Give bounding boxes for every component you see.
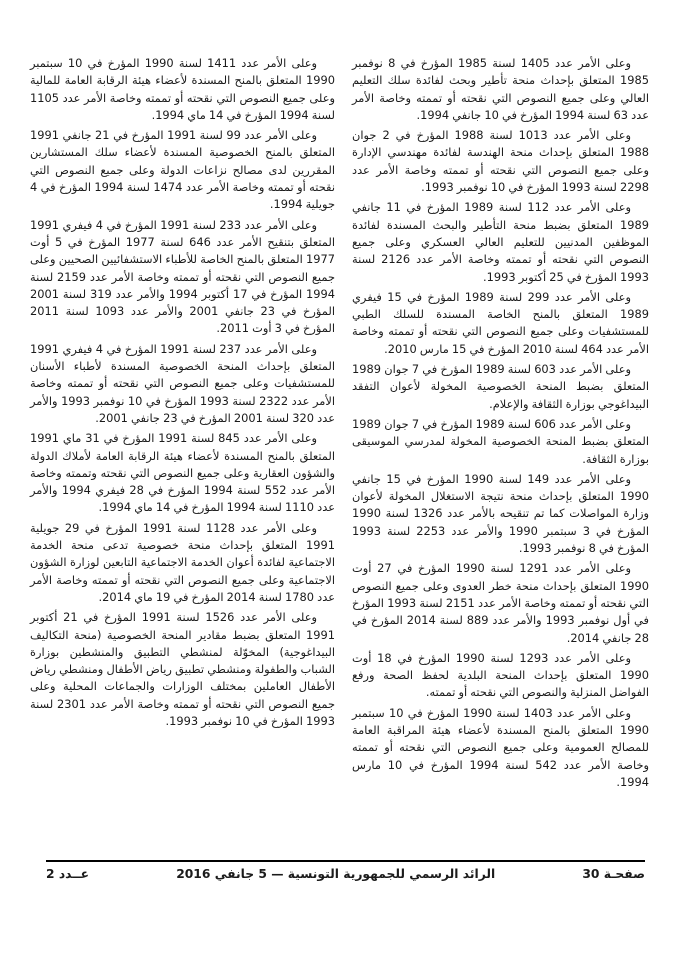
decree-paragraph: وعلى الأمر عدد 606 لسنة 1989 المؤرخ في 7 جوان 1989 المتعلق بضبط المنحة الخصوصية المخولة لمدرسي الموسيقى بوزارة الثقافة. [352, 416, 649, 466]
decree-paragraph: وعلى الأمر عدد 112 لسنة 1989 المؤرخ في 11 جانفي 1989 المتعلق بضبط منحة التأطير والبحث المسندة لفائدة الموظفين المدنيين للتعليم العالي العسكري وعلى جميع النصوص التي نقحته أو تممته وخاصة الأمر عدد 2126 لسنة 1993 المؤرخ في 25 أكتوبر 1993. [352, 200, 649, 284]
issue-number: عــدد 2 [46, 867, 90, 881]
decree-paragraph: وعلى الأمر عدد 1128 لسنة 1991 المؤرخ في 29 جويلية 1991 المتعلق بإحداث منحة خصوصية تدعى منحة الخدمة الاجتماعية لفائدة أعوان الخدمة الاجتماعية التابعين لوزارة الشؤون الاجتماعية وعلى جميع النصوص التي نقحته أو تممته وخاصة الأمر عدد 1780 لسنة 2014 المؤرخ في 19 ماي 2014. [30, 520, 335, 604]
decree-paragraph: وعلى الأمر عدد 233 لسنة 1991 المؤرخ في 4 فيفري 1991 المتعلق بتنقيح الأمر عدد 646 لسنة 1977 المؤرخ في 5 أوت 1977 المتعلق بالمنح الخاصة للأطباء الاستشفائيين الصحيين وعلى جميع النصوص التي نقحته أو تممته وخاصة الأمر عدد 2159 لسنة 1994 المؤرخ في 17 أكتوبر 1994 والأمر عدد 319 لسنة 2001 المؤرخ في 23 جانفي 2001 والأمر عدد 1093 لسنة 2011 المؤرخ في 3 أوت 2011. [30, 217, 336, 336]
decree-paragraph: وعلى الأمر عدد 1411 لسنة 1990 المؤرخ في 10 سبتمبر 1990 المتعلق بالمنح المسندة لأعضاء هيئة الرقابة العامة للمالية وعلى جميع النصوص التي نقحته أو تممته وخاصة الأمر عدد 1105 لسنة 1994 المؤرخ في 14 ماي 1994. [30, 56, 335, 122]
decree-paragraph: وعلى الأمر عدد 1405 لسنة 1985 المؤرخ في 8 نوفمبر 1985 المتعلق بإحداث منحة تأطير وبحث لفائدة سلك التعليم العالي وعلى جميع النصوص التي نقحته أو تممته وخاصة الأمر عدد 63 لسنة 1994 المؤرخ في 10 جانفي 1994. [352, 56, 649, 122]
column-left [30, 55, 335, 733]
decree-paragraph: وعلى الأمر عدد 603 لسنة 1989 المؤرخ في 7 جوان 1989 المتعلق بضبط المنحة الخصوصية المخولة لأعوان التفقد البيداغوجي بوزارة الثقافة والإعلام. [352, 362, 649, 411]
decree-paragraph: وعلى الأمر عدد 1013 لسنة 1988 المؤرخ في 2 جوان 1988 المتعلق بإحداث منحة الهندسة لفائدة مهندسي الإدارة وعلى جميع النصوص التي نقحته أو تممته وخاصة الأمر عدد 2298 لسنة 1993 المؤرخ في 10 نوفمبر 1993. [352, 128, 649, 195]
decree-paragraph: وعلى الأمر عدد 99 لسنة 1991 المؤرخ في 21 جانفي 1991 المتعلق بالمنح الخصوصية المسندة لأعضاء سلك المستشارين المقررين لدى مصالح نزاعات الدولة وعلى جميع النصوص التي نقحته أو تممته وخاصة الأمر عدد 1474 لسنة 1994 المؤرخ في 4 جويلية 1994. [30, 128, 335, 212]
decree-paragraph: وعلى الأمر عدد 299 لسنة 1989 المؤرخ في 15 فيفري 1989 المتعلق بالمنح الخاصة المسندة للسلك الطبي للمستشفيات وعلى جميع النصوص التي نقحته أو تممته وخاصة الأمر عدد 464 لسنة 2010 المؤرخ في 15 مارس 2010. [352, 289, 649, 356]
page-footer [46, 860, 645, 881]
decree-paragraph: وعلى الأمر عدد 1403 لسنة 1990 المؤرخ في 10 سبتمبر 1990 المتعلق بالمنح المسندة لأعضاء هيئة المراقبة العامة للمصالح العمومية وعلى جميع النصوص التي نقحته أو تممته وخاصة الأمر عدد 542 لسنة 1994 المؤرخ في 10 مارس 1994. [352, 705, 649, 789]
page-number: صفحـة 30 [582, 867, 645, 881]
column-right [352, 55, 649, 794]
decree-paragraph: وعلى الأمر عدد 1291 لسنة 1990 المؤرخ في 27 أوت 1990 المتعلق بإحداث منحة خطر العدوى وعلى جميع النصوص التي نقحته أو تممته وخاصة الأمر عدد 2151 لسنة 1993 المؤرخ في أول نوفمبر 1993 والأمر عدد 889 لسنة 2014 المؤرخ في 28 جانفي 2014. [352, 561, 650, 645]
decree-paragraph: وعلى الأمر عدد 237 لسنة 1991 المؤرخ في 4 فيفري 1991 المتعلق بإحداث المنحة الخصوصية المسندة لأطباء الأسنان للمستشفيات وعلى جميع النصوص التي نقحته أو تممته وخاصة الأمر عدد 2322 لسنة 1993 المؤرخ في 10 نوفمبر 1993 والأمر عدد 320 لسنة 2001 المؤرخ في 23 جانفي 2001. [30, 341, 336, 425]
decree-paragraph: وعلى الأمر عدد 1526 لسنة 1991 المؤرخ في 21 أكتوبر 1991 المتعلق بضبط مقادير المنحة الخصوصية (منحة التكاليف البيداغوجية) المخوّلة لمنشطي التطبيق والمنشطين بوزارة الشباب والطفولة ومنشطي تطبيق رياض الأطفال ومنشطي رياض الأطفال العاملين بمختلف الوزارات والجماعات المحلية وعلى جميع النصوص التي نقحته أو تممته وخاصة الأمر عدد 2301 لسنة 1993 المؤرخ في 10 نوفمبر 1993. [30, 610, 335, 728]
decree-paragraph: وعلى الأمر عدد 1293 لسنة 1990 المؤرخ في 18 أوت 1990 المتعلق بإحداث المنحة البلدية لحفظ الصحة ورفع الفواضل المنزلية والنصوص التي نقحته أو تممته. [352, 650, 649, 700]
journal-title: الرائد الرسمي للجمهورية التونسية — 5 جانفي 2016 [176, 867, 496, 881]
decree-paragraph: وعلى الأمر عدد 845 لسنة 1991 المؤرخ في 31 ماي 1991 المتعلق بالمنح المسندة لأعضاء هيئة الرقابة العامة لأملاك الدولة والشؤون العقارية وعلى جميع النصوص التي نقحته وتممته وخاصة الأمر عدد 552 لسنة 1994 المؤرخ في 28 فيفري 1994 والأمر عدد 1110 لسنة 1994 المؤرخ في 14 ماي 1994. [30, 431, 336, 515]
decree-paragraph: وعلى الأمر عدد 149 لسنة 1990 المؤرخ في 15 جانفي 1990 المتعلق بإحداث منحة نتيجة الاستغلال المخولة لأعوان وزارة المواصلات كما تم تنقيحه بالأمر عدد 1326 لسنة 1990 المؤرخ في 3 سبتمبر 1990 والأمر عدد 2253 لسنة 1993 المؤرخ في 8 نوفمبر 1993. [352, 471, 650, 556]
